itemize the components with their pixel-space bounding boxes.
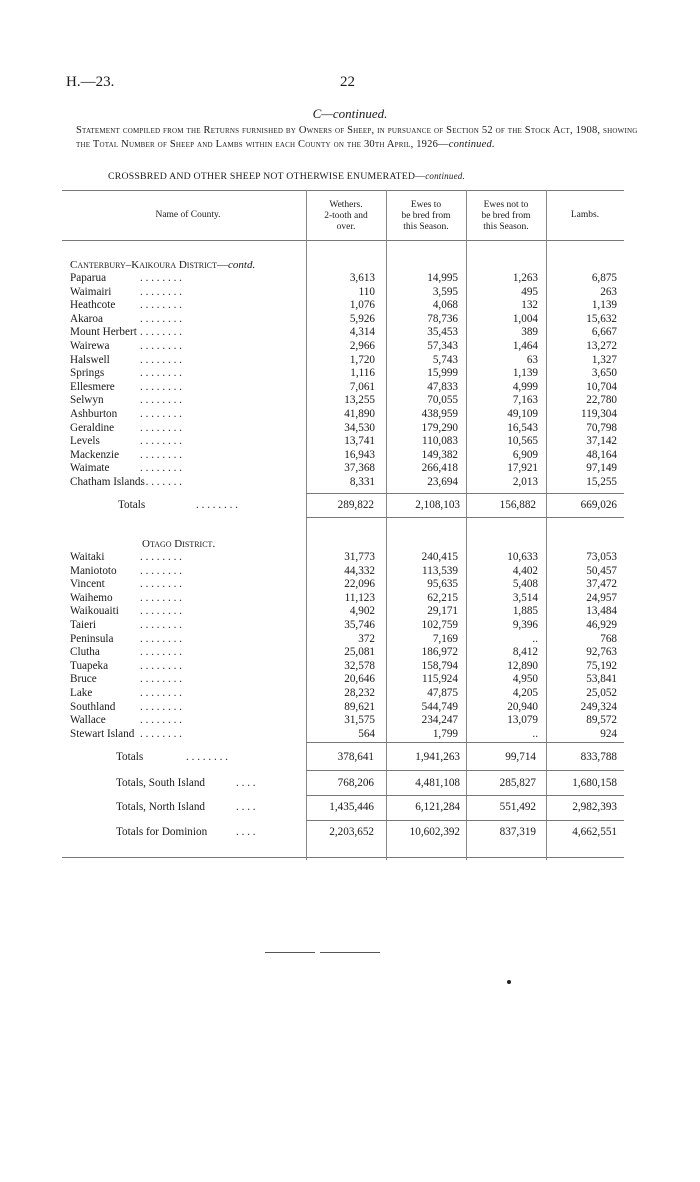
county-name: Waimairi: [70, 285, 112, 298]
cell-ewes-not-to-breed: 3,514: [512, 591, 538, 604]
cell-ewes-not-to-breed: 10,565: [507, 435, 538, 448]
county-name: Wallace: [70, 714, 106, 727]
cell-ewes-to-breed: 62,215: [427, 591, 458, 604]
cell-wethers: 41,890: [344, 408, 375, 420]
cell-lambs: 119,304: [581, 408, 617, 420]
summary-ewes-not: 285,827: [499, 777, 536, 789]
cell-lambs: 70,798: [586, 421, 617, 434]
table-row: [0, 286, 700, 299]
leader-dots: . . . . . . . .: [140, 340, 182, 352]
cell-ewes-to-breed: 47,875: [427, 687, 458, 699]
cell-ewes-not-to-breed: 7,163: [512, 394, 538, 407]
summary-rule: [306, 795, 624, 796]
table-row: [0, 340, 700, 353]
otago-totals-row: [0, 750, 700, 764]
cell-ewes-to-breed: 4,068: [432, 299, 458, 312]
table-row: [0, 326, 700, 339]
cell-ewes-not-to-breed: 1,004: [512, 312, 538, 325]
cell-wethers: 7,061: [349, 380, 375, 393]
district-heading-canterbury: [70, 259, 255, 271]
table-row: [0, 565, 700, 578]
summary-ewes-to: 10,602,392: [409, 826, 460, 838]
cell-wethers: 5,926: [349, 312, 375, 325]
cell-ewes-not-to-breed: 1,885: [512, 605, 538, 618]
cell-ewes-not-to-breed: 2,013: [512, 476, 538, 488]
cell-ewes-not-to-breed: 4,402: [512, 564, 538, 577]
cell-ewes-to-breed: 113,539: [422, 564, 458, 577]
table-row: [0, 449, 700, 462]
leader-dots: . . . . . . . .: [140, 605, 182, 618]
cell-ewes-not-to-breed: 389: [521, 326, 538, 339]
county-name: Ellesmere: [70, 380, 115, 393]
cell-wethers: 37,368: [344, 462, 375, 475]
column-header-ewes-to-breed: [386, 200, 466, 233]
totals-ewes-not: 99,714: [505, 751, 536, 763]
county-name: Waikouaiti: [70, 605, 119, 618]
county-name: Bruce: [70, 673, 97, 686]
cell-lambs: 46,929: [586, 619, 617, 631]
cell-ewes-to-breed: 266,418: [421, 462, 458, 475]
section-continued-label: C—continued.: [312, 106, 388, 121]
footer-rule-right: [320, 952, 380, 953]
cell-wethers: 8,331: [349, 476, 375, 488]
canterbury-totals-top-rule: [306, 493, 624, 494]
table-row: [0, 619, 700, 632]
cell-wethers: 11,123: [344, 591, 375, 604]
table-row: [0, 605, 700, 618]
table-top-rule: [62, 190, 624, 191]
totals-ewes-to: 2,108,103: [415, 499, 460, 511]
leader-dots: . . . . . . . .: [140, 578, 182, 591]
cell-ewes-to-breed: 3,595: [432, 285, 458, 298]
cell-ewes-not-to-breed: 5,408: [512, 578, 538, 591]
cell-wethers: 1,116: [350, 367, 375, 380]
leader-dots: . . . . . . . .: [140, 673, 182, 686]
leader-dots: . . . . . . . .: [140, 448, 182, 461]
cell-ewes-to-breed: 544,749: [421, 700, 458, 713]
cell-ewes-not-to-breed: 1,464: [512, 340, 538, 352]
leader-dots: . . . . . . . .: [140, 727, 182, 740]
leader-dots: . . . .: [236, 801, 256, 813]
county-name: Clutha: [70, 646, 100, 659]
table-row: [0, 660, 700, 673]
cell-ewes-to-breed: 149,382: [421, 448, 458, 461]
report-reference: H.—23.: [66, 74, 115, 90]
cell-ewes-to-breed: 23,694: [427, 476, 458, 488]
table-row: [0, 299, 700, 312]
column-header-lambs: Lambs.: [570, 210, 600, 220]
cell-lambs: 13,484: [586, 605, 617, 618]
cell-lambs: 50,457: [586, 564, 617, 577]
leader-dots: . . . . . . . .: [140, 632, 182, 645]
column-header-wethers-line2: 2-tooth and: [324, 211, 368, 221]
cell-wethers: 31,575: [344, 714, 375, 727]
cell-ewes-not-to-breed: 16,543: [507, 421, 538, 434]
table-row: [0, 367, 700, 380]
table-row: [0, 578, 700, 591]
cell-ewes-not-to-breed: 17,921: [507, 462, 538, 475]
cell-wethers: 2,966: [349, 340, 375, 352]
summary-label: Totals for Dominion: [116, 826, 208, 838]
leader-dots: . . . . . . . .: [186, 751, 228, 763]
cell-ewes-to-breed: 102,759: [421, 619, 458, 631]
cell-ewes-to-breed: 95,635: [427, 578, 458, 591]
cell-lambs: 10,704: [586, 380, 617, 393]
table-row: [0, 313, 700, 326]
cell-lambs: 37,472: [586, 578, 617, 591]
subtitle-continued: continued.: [425, 171, 465, 181]
cell-ewes-to-breed: 110,083: [422, 435, 458, 448]
county-name: Ashburton: [70, 408, 118, 420]
cell-ewes-not-to-breed: ..: [532, 727, 538, 740]
column-header-ewes-not-line3: this Season.: [483, 222, 529, 232]
cell-lambs: 6,667: [591, 326, 617, 339]
leader-dots: . . . . . . . .: [140, 714, 182, 727]
cell-ewes-to-breed: 115,924: [422, 673, 458, 686]
leader-dots: . . . . . . . .: [140, 659, 182, 672]
column-header-ewes-to-breed-line3: this Season.: [403, 222, 449, 232]
leader-dots: . . . . . . . .: [140, 312, 182, 325]
summary-ewes-to: 6,121,284: [415, 801, 460, 813]
cell-ewes-to-breed: 240,415: [421, 551, 458, 563]
cell-wethers: 110: [358, 285, 375, 298]
county-name: Waitaki: [70, 551, 105, 563]
totals-ewes-to: 1,941,263: [415, 751, 460, 763]
table-row: [0, 408, 700, 421]
cell-ewes-not-to-breed: 6,909: [512, 448, 538, 461]
cell-wethers: 16,943: [344, 448, 375, 461]
cell-lambs: 75,192: [586, 659, 617, 672]
cell-ewes-not-to-breed: ..: [532, 632, 538, 645]
county-name: Waimate: [70, 462, 110, 475]
cell-wethers: 31,773: [344, 551, 375, 563]
cell-ewes-not-to-breed: 12,890: [507, 659, 538, 672]
table-row: [0, 728, 700, 741]
table-bottom-rule: [62, 857, 624, 858]
cell-ewes-to-breed: 234,247: [421, 714, 458, 727]
table-row: [0, 687, 700, 700]
otago-totals-bottom-rule: [306, 770, 624, 771]
table-row: [0, 673, 700, 686]
county-name: Mount Herbert: [70, 326, 137, 339]
table-row: [0, 714, 700, 727]
summary-wethers: 2,203,652: [329, 826, 374, 838]
header-bottom-rule: [62, 240, 624, 241]
cell-lambs: 1,139: [591, 299, 617, 312]
cell-wethers: 20,646: [344, 673, 375, 686]
cell-lambs: 924: [600, 727, 617, 740]
table-subtitle: [108, 171, 628, 182]
cell-ewes-not-to-breed: 10,633: [507, 551, 538, 563]
leader-dots: . . . . . . . .: [140, 353, 182, 366]
cell-ewes-not-to-breed: 13,079: [507, 714, 538, 727]
otago-totals-top-rule: [306, 742, 624, 743]
cell-lambs: 768: [600, 632, 617, 645]
cell-ewes-not-to-breed: 1,139: [512, 367, 538, 380]
cell-ewes-not-to-breed: 1,263: [512, 272, 538, 284]
cell-lambs: 15,255: [586, 476, 617, 488]
summary-lambs: 1,680,158: [572, 777, 617, 789]
cell-ewes-to-breed: 179,290: [421, 421, 458, 434]
summary-rule: [306, 820, 624, 821]
leader-dots: . . . . . . . .: [140, 272, 182, 284]
summary-totals-row: [0, 825, 700, 839]
totals-label: Totals: [118, 499, 146, 511]
cell-ewes-to-breed: 15,999: [427, 367, 458, 380]
county-name: Vincent: [70, 578, 105, 591]
cell-ewes-to-breed: 7,169: [432, 632, 458, 645]
summary-ewes-not: 551,492: [499, 801, 536, 813]
totals-wethers: 378,641: [337, 751, 374, 763]
column-header-wethers: [306, 200, 386, 233]
leader-dots: . . . . . . . .: [196, 499, 238, 511]
county-name: Wairewa: [70, 340, 110, 352]
table-row: [0, 462, 700, 475]
county-name: Springs: [70, 367, 105, 380]
summary-ewes-to: 4,481,108: [415, 777, 460, 789]
column-header-ewes-not-to-breed: [466, 200, 546, 233]
summary-totals-row: [0, 776, 700, 790]
cell-ewes-to-breed: 57,343: [427, 340, 458, 352]
cell-wethers: 372: [358, 632, 375, 645]
summary-ewes-not: 837,319: [499, 826, 536, 838]
county-name: Mackenzie: [70, 448, 120, 461]
cell-ewes-to-breed: 1,799: [432, 727, 458, 740]
cell-ewes-not-to-breed: 4,950: [512, 673, 538, 686]
leader-dots: . . . . . . . .: [140, 421, 182, 434]
cell-wethers: 25,081: [344, 646, 375, 659]
leader-dots: . . . . . . . .: [140, 367, 182, 380]
district-heading-otago: Otago District.: [142, 538, 216, 550]
cell-ewes-not-to-breed: 132: [521, 299, 538, 312]
leader-dots: . . . . . . . .: [140, 435, 182, 448]
cell-wethers: 32,578: [344, 659, 375, 672]
summary-wethers: 1,435,446: [329, 801, 374, 813]
leader-dots: . . . . . . . .: [140, 619, 182, 631]
canterbury-totals-row: [0, 498, 700, 512]
cell-lambs: 263: [600, 285, 617, 298]
cell-lambs: 24,957: [586, 591, 617, 604]
cell-ewes-not-to-breed: 4,999: [512, 380, 538, 393]
page-number: 22: [340, 74, 355, 90]
cell-lambs: 6,875: [591, 272, 617, 284]
county-name: Halswell: [70, 353, 110, 366]
statement-heading: [76, 124, 642, 152]
cell-lambs: 53,841: [586, 673, 617, 686]
table-row: [0, 435, 700, 448]
table-row: [0, 701, 700, 714]
leader-dots: . . . . . . . .: [140, 646, 182, 659]
cell-wethers: 1,076: [349, 299, 375, 312]
cell-wethers: 22,096: [344, 578, 375, 591]
county-name: Lake: [70, 687, 93, 699]
cell-lambs: 3,650: [591, 367, 617, 380]
statement-text: Statement compiled from the Returns furnished by Owners of Sheep, in pursuance of Section 52 of the Stock Act, 1908, showing the Total Number of Sheep and Lambs within each County on the 30th April, 1926—: [76, 125, 638, 150]
cell-ewes-to-breed: 438,959: [421, 408, 458, 420]
county-name: Peninsula: [70, 632, 114, 645]
county-name: Stewart Island: [70, 727, 135, 740]
column-header-wethers-line3: over.: [336, 222, 356, 232]
cell-lambs: 13,272: [586, 340, 617, 352]
cell-lambs: 249,324: [580, 700, 617, 713]
county-name: Waihemo: [70, 591, 113, 604]
cell-wethers: 89,621: [344, 700, 375, 713]
county-name: Levels: [70, 435, 100, 448]
cell-ewes-not-to-breed: 49,109: [507, 408, 538, 420]
leader-dots: . . . . . . . .: [140, 564, 182, 577]
summary-totals-row: [0, 800, 700, 814]
leader-dots: . . . . . . . .: [140, 285, 182, 298]
leader-dots: . . . . . . . .: [140, 462, 182, 475]
cell-ewes-to-breed: 35,453: [427, 326, 458, 339]
cell-ewes-not-to-breed: 8,412: [512, 646, 538, 659]
leader-dots: . . . . . . . .: [140, 551, 182, 563]
cell-ewes-to-breed: 47,833: [427, 380, 458, 393]
cell-ewes-to-breed: 186,972: [421, 646, 458, 659]
leader-dots: . . . . . . . .: [140, 476, 182, 488]
leader-dots: . . . . . . . .: [140, 700, 182, 713]
printer-dot-mark: [507, 980, 511, 984]
cell-lambs: 25,052: [586, 687, 617, 699]
footer-rule-left: [265, 952, 315, 953]
county-name: Tuapeka: [70, 659, 109, 672]
table-row: [0, 422, 700, 435]
cell-ewes-not-to-breed: 4,205: [512, 687, 538, 699]
leader-dots: . . . . . . . .: [140, 591, 182, 604]
totals-wethers: 289,822: [337, 499, 374, 511]
canterbury-totals-bottom-rule: [306, 517, 624, 518]
cell-lambs: 22,780: [586, 394, 617, 407]
cell-lambs: 73,053: [586, 551, 617, 563]
county-name: Paparua: [70, 272, 107, 284]
table-row: [0, 476, 700, 489]
totals-ewes-not: 156,882: [499, 499, 536, 511]
summary-lambs: 2,982,393: [572, 801, 617, 813]
leader-dots: . . . . . . . .: [140, 299, 182, 312]
summary-label: Totals, South Island: [116, 777, 206, 789]
district-name: Canterbury–Kaikoura District—: [70, 259, 229, 271]
totals-label: Totals: [116, 751, 144, 763]
summary-wethers: 768,206: [337, 777, 374, 789]
leader-dots: . . . . . . . .: [140, 380, 182, 393]
table-row: [0, 551, 700, 564]
cell-ewes-to-breed: 5,743: [432, 353, 458, 366]
table-row: [0, 354, 700, 367]
column-header-wethers-line1: Wethers.: [329, 200, 363, 210]
cell-lambs: 15,632: [586, 312, 617, 325]
county-name: Heathcote: [70, 299, 116, 312]
county-name: Selwyn: [70, 394, 104, 407]
cell-wethers: 13,741: [344, 435, 375, 448]
cell-ewes-to-breed: 78,736: [427, 312, 458, 325]
totals-lambs: 669,026: [580, 499, 617, 511]
table-row: [0, 394, 700, 407]
cell-wethers: 44,332: [344, 564, 375, 577]
totals-lambs: 833,788: [580, 751, 617, 763]
cell-ewes-to-breed: 29,171: [427, 605, 458, 618]
column-header-ewes-not-line1: Ewes not to: [483, 200, 529, 210]
cell-wethers: 35,746: [344, 619, 375, 631]
county-name: Maniototo: [70, 564, 117, 577]
county-name: Geraldine: [70, 421, 115, 434]
cell-wethers: 4,902: [349, 605, 375, 618]
leader-dots: . . . . . . . .: [140, 408, 182, 420]
cell-ewes-to-breed: 158,794: [421, 659, 458, 672]
statement-continued: continued.: [448, 139, 495, 150]
cell-wethers: 34,530: [344, 421, 375, 434]
summary-lambs: 4,662,551: [572, 826, 617, 838]
cell-lambs: 97,149: [586, 462, 617, 475]
cell-ewes-not-to-breed: 20,940: [507, 700, 538, 713]
table-row: [0, 592, 700, 605]
table-row: [0, 646, 700, 659]
table-row: [0, 381, 700, 394]
cell-wethers: 4,314: [349, 326, 375, 339]
cell-wethers: 564: [358, 727, 375, 740]
cell-ewes-to-breed: 70,055: [427, 394, 458, 407]
cell-lambs: 1,327: [591, 353, 617, 366]
cell-ewes-not-to-breed: 63: [526, 353, 538, 366]
district-contd: contd.: [228, 259, 256, 271]
cell-ewes-not-to-breed: 9,396: [512, 619, 538, 631]
county-name: Southland: [70, 700, 116, 713]
summary-label: Totals, North Island: [116, 801, 206, 813]
cell-lambs: 92,763: [586, 646, 617, 659]
cell-lambs: 48,164: [586, 448, 617, 461]
county-name: Akaroa: [70, 312, 103, 325]
leader-dots: . . . .: [236, 777, 256, 789]
cell-lambs: 89,572: [586, 714, 617, 727]
column-header-ewes-not-line2: be bred from: [481, 211, 531, 221]
table-row: [0, 272, 700, 285]
leader-dots: . . . . . . . .: [140, 326, 182, 339]
column-header-name: Name of County.: [155, 210, 221, 220]
cell-ewes-not-to-breed: 495: [521, 285, 538, 298]
leader-dots: . . . . . . . .: [140, 394, 182, 407]
leader-dots: . . . . . . . .: [140, 687, 182, 699]
column-header-ewes-to-breed-line1: Ewes to: [410, 200, 442, 210]
table-row: [0, 633, 700, 646]
leader-dots: . . . .: [236, 826, 256, 838]
county-name: Taieri: [70, 619, 96, 631]
county-name: Chatham Islands: [70, 476, 145, 488]
cell-wethers: 28,232: [344, 687, 375, 699]
cell-wethers: 1,720: [349, 353, 375, 366]
cell-wethers: 3,613: [349, 272, 375, 284]
cell-ewes-to-breed: 14,995: [427, 272, 458, 284]
cell-lambs: 37,142: [586, 435, 617, 448]
cell-wethers: 13,255: [344, 394, 375, 407]
column-header-ewes-to-breed-line2: be bred from: [401, 211, 451, 221]
subtitle-text: CROSSBRED AND OTHER SHEEP NOT OTHERWISE ENUMERATED—: [108, 171, 426, 182]
